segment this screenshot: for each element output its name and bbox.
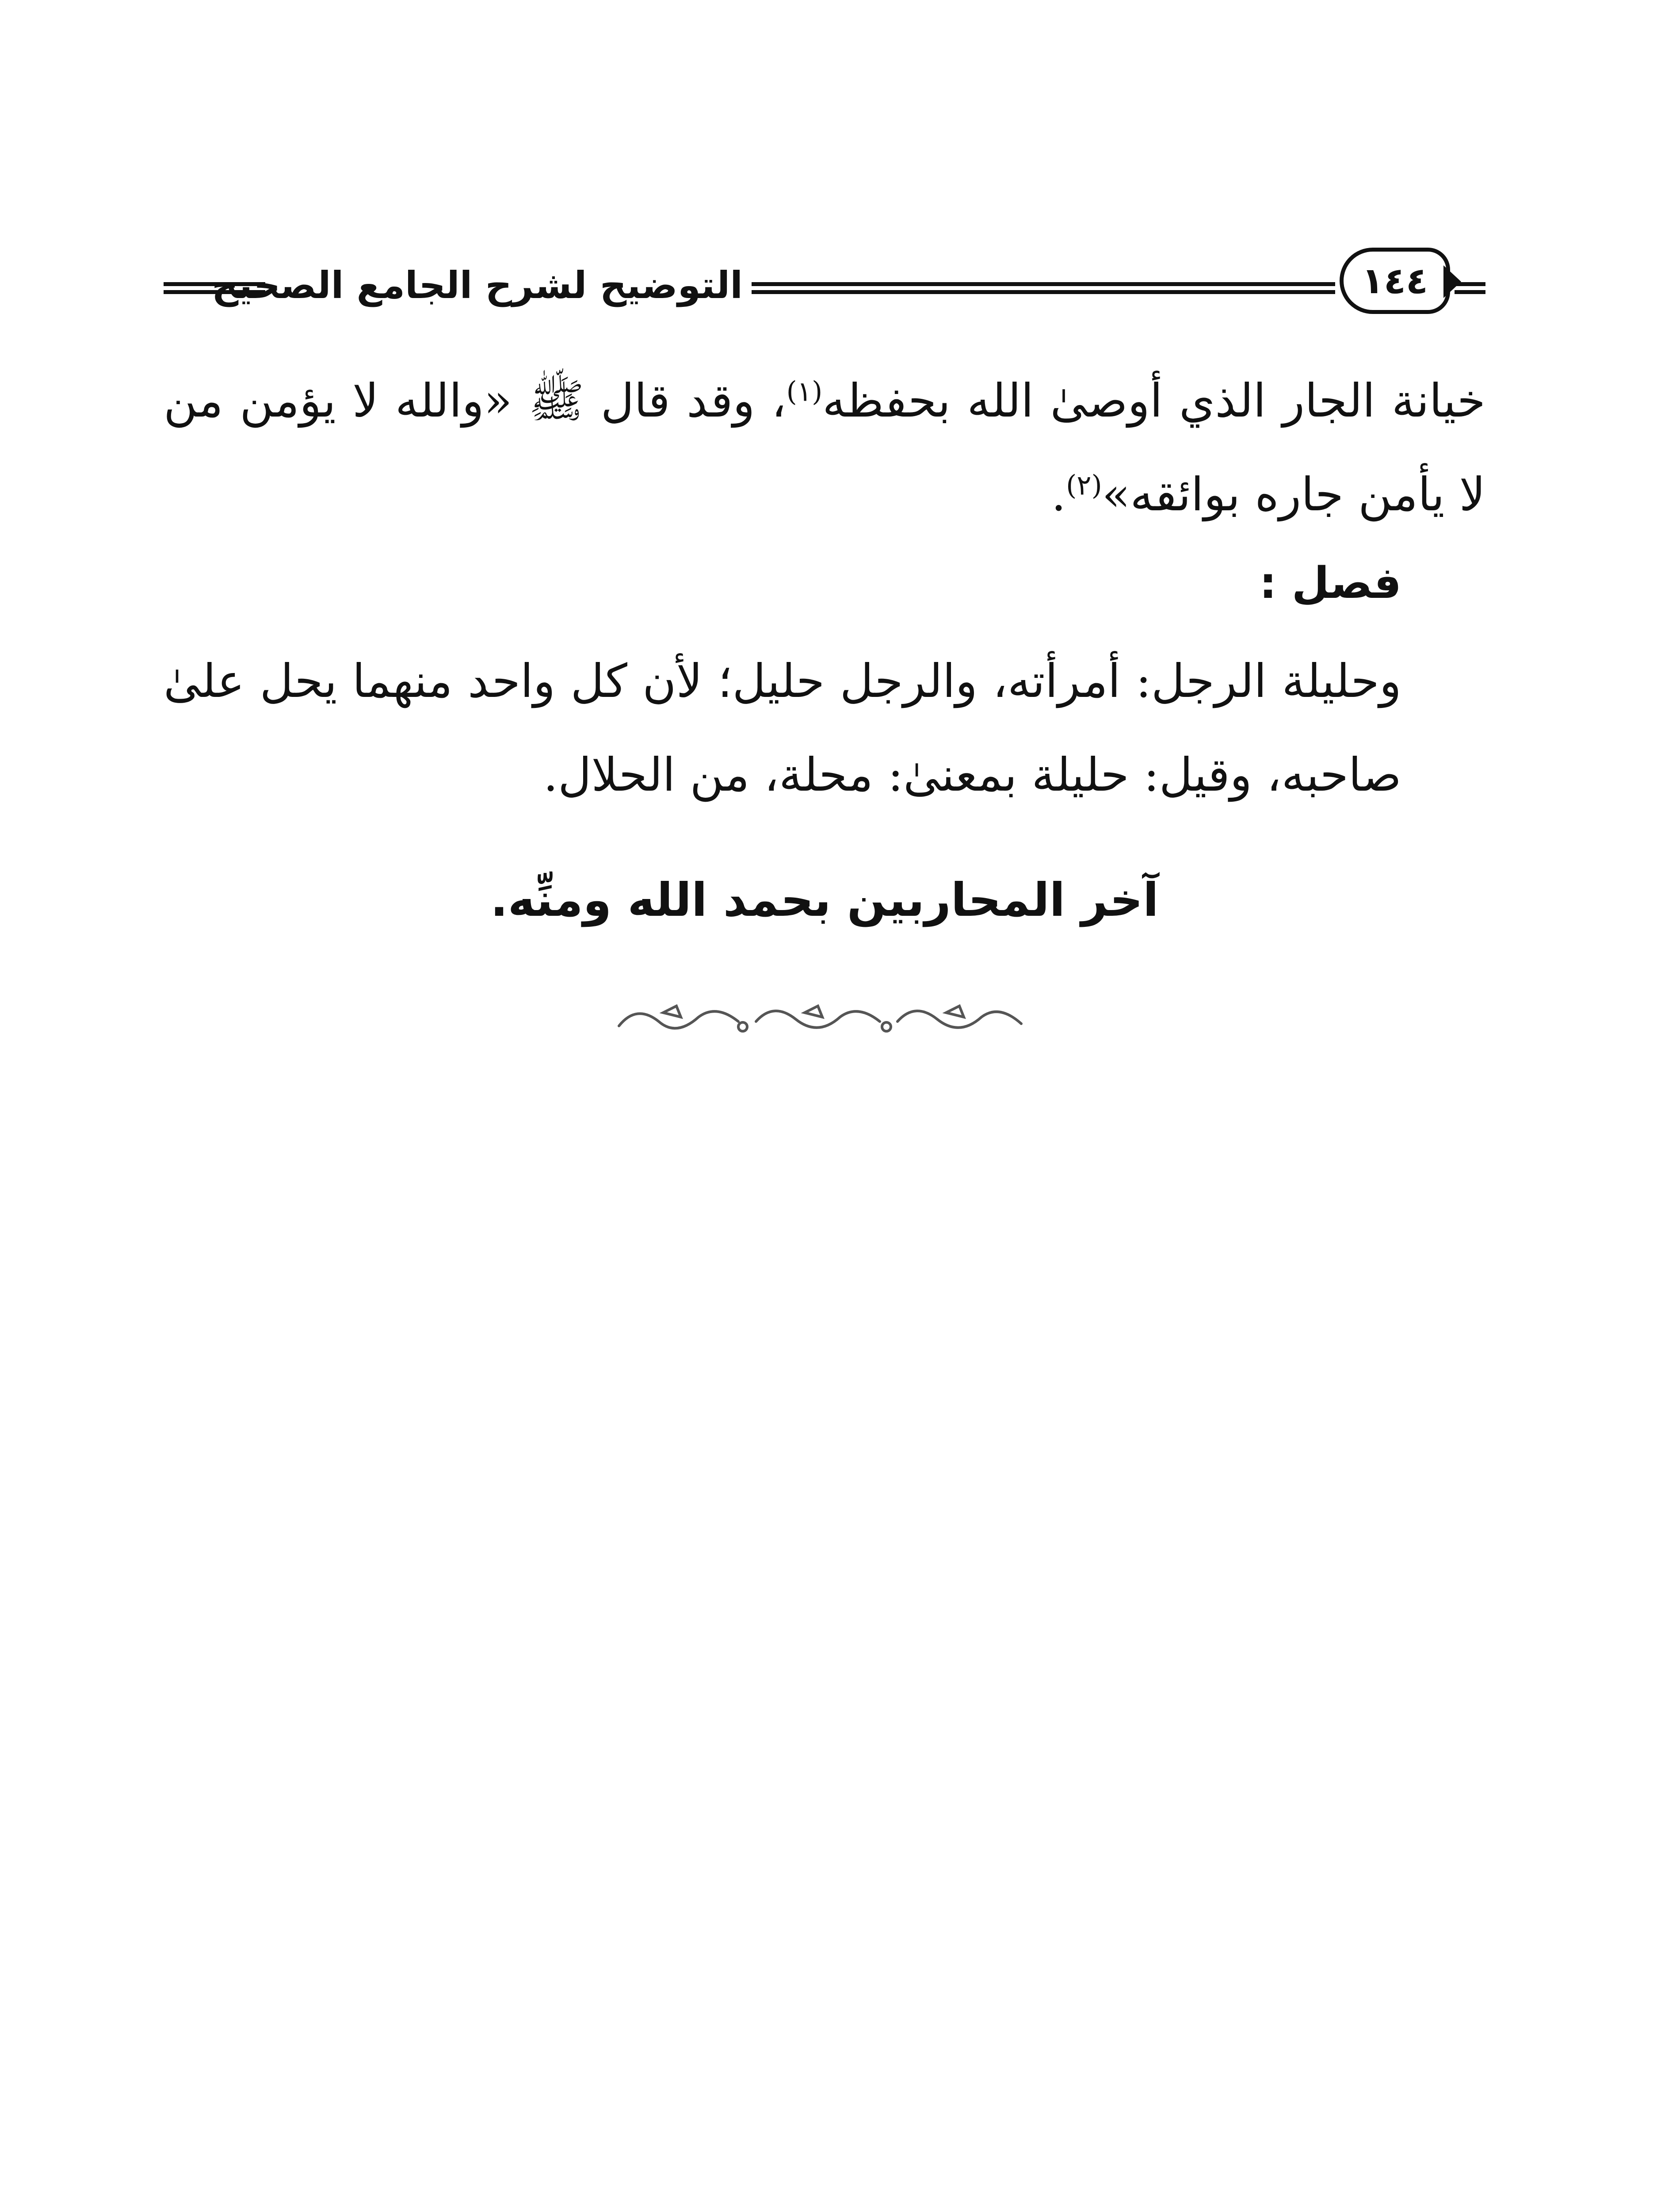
header-rule-right [1455, 282, 1485, 294]
page-number: ١٤٤ [1361, 260, 1428, 302]
closing-line: آخر المحاربين بحمد الله ومنِّه. [490, 873, 1159, 927]
ornament-divider-icon [610, 995, 1030, 1044]
section-heading: فصل : [1259, 558, 1401, 608]
page-number-badge [1340, 248, 1450, 314]
paragraph-2: وحليلة الرجل: أمرأته، والرجل حليل؛ لأن كل واحد منهما يحل علىٰ صاحبه، وقيل: حليلة بمعنىٰ: محلة، من الحلال. [164, 654, 1401, 802]
footnote-ref-2: (٢) [1066, 469, 1102, 501]
footnote-ref-1: (١) [786, 375, 823, 408]
paragraph-1-text-c: . [1051, 467, 1066, 521]
paragraph-1 [164, 354, 1485, 541]
running-header [164, 248, 1485, 332]
header-rule-middle [752, 282, 1335, 294]
paragraph-1-text-a: خيانة الجار الذي أوصىٰ الله بحفظه [822, 374, 1485, 428]
main-text [164, 354, 1485, 822]
header-title: التوضيح لشرح الجامع الصحيح [211, 264, 743, 307]
paragraph-1-text-b: ، وقد قال ﷺ «والله لا يؤمن من لا يأمن جاره بوائقه» [164, 374, 1485, 521]
